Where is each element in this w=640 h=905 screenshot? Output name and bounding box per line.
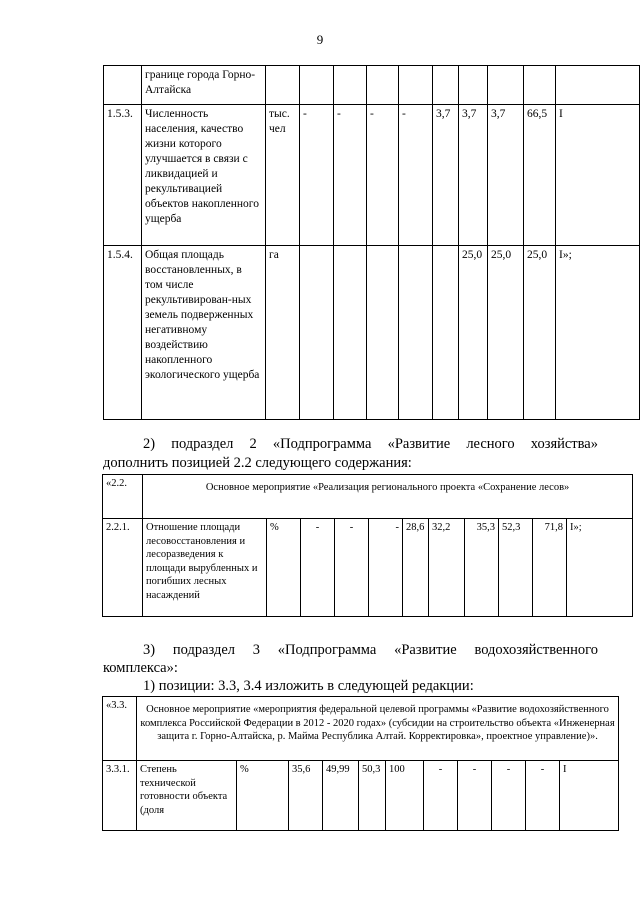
row-num: 3.3.1.: [103, 761, 137, 831]
value-cell: 100: [386, 761, 424, 831]
value-cell: [334, 66, 367, 105]
value-cell: 52,3: [499, 519, 533, 617]
indicator-name: Общая площадь восстановленных, в том числе рекультивирован-ных земель подверженных негативному воздействию накопленного экологического ущерба: [142, 246, 266, 420]
value-cell: -: [399, 105, 433, 246]
value-cell: I: [556, 105, 640, 246]
value-cell: 50,3: [359, 761, 386, 831]
value-cell: [524, 66, 556, 105]
value-cell: 25,0: [459, 246, 488, 420]
indicators-table-3: [102, 696, 619, 831]
value-cell: 28,6: [403, 519, 429, 617]
value-cell: -: [301, 519, 335, 617]
unit: %: [237, 761, 289, 831]
value-cell: 35,6: [289, 761, 323, 831]
table-row: [104, 105, 640, 246]
indicator-name: границе города Горно-Алтайска: [142, 66, 266, 105]
value-cell: -: [300, 105, 334, 246]
value-cell: 49,99: [323, 761, 359, 831]
value-cell: I»;: [567, 519, 633, 617]
value-cell: -: [492, 761, 526, 831]
indicator-name: Численность населения, качество жизни которого улучшается в связи с ликвидацией и рекультивацией объектов накопленного ущерба: [142, 105, 266, 246]
value-cell: -: [424, 761, 458, 831]
value-cell: 66,5: [524, 105, 556, 246]
value-cell: [399, 66, 433, 105]
row-num: 1.5.3.: [104, 105, 142, 246]
value-cell: -: [367, 105, 399, 246]
row-num: [104, 66, 142, 105]
value-cell: -: [335, 519, 369, 617]
value-cell: [300, 66, 334, 105]
value-cell: [433, 246, 459, 420]
value-cell: 25,0: [488, 246, 524, 420]
indicators-table-2: [102, 474, 633, 617]
table-row: [104, 66, 640, 105]
table-row: [103, 475, 633, 519]
value-cell: I: [560, 761, 619, 831]
value-cell: 3,7: [433, 105, 459, 246]
table-row: [103, 761, 619, 831]
value-cell: 32,2: [429, 519, 465, 617]
section-title: Основное мероприятие «мероприятия федеральной целевой программы «Развитие водохозяйственного комплекса Российской Федерации в 2012 - 2020 годах» (субсидии на строительство объекта «Инженерная защита г. Горно-Алтайска, р. Майма Республика Алтай. Корректировка», проектное управление)».: [137, 697, 619, 761]
value-cell: [367, 66, 399, 105]
value-cell: 3,7: [488, 105, 524, 246]
section-num: «3.3.: [103, 697, 137, 761]
value-cell: [334, 246, 367, 420]
section-title: Основное мероприятие «Реализация регионального проекта «Сохранение лесов»: [143, 475, 633, 519]
paragraph-3-line-1: 3) подраздел 3 «Подпрограмма «Развитие водохозяйственного: [143, 642, 598, 658]
value-cell: [556, 66, 640, 105]
value-cell: [459, 66, 488, 105]
unit: %: [267, 519, 301, 617]
value-cell: -: [526, 761, 560, 831]
paragraph-2-line-2: дополнить позицией 2.2 следующего содержания:: [103, 455, 412, 471]
value-cell: [367, 246, 399, 420]
value-cell: -: [458, 761, 492, 831]
value-cell: I»;: [556, 246, 640, 420]
row-num: 2.2.1.: [103, 519, 143, 617]
section-num: «2.2.: [103, 475, 143, 519]
table-row: [104, 246, 640, 420]
value-cell: [300, 246, 334, 420]
value-cell: -: [334, 105, 367, 246]
unit: тыс. чел: [266, 105, 300, 246]
indicator-name: Степень технической готовности объекта (доля: [137, 761, 237, 831]
page-number: 9: [316, 32, 324, 47]
table-row: [103, 519, 633, 617]
value-cell: 3,7: [459, 105, 488, 246]
value-cell: [488, 66, 524, 105]
unit: га: [266, 246, 300, 420]
value-cell: 71,8: [533, 519, 567, 617]
indicator-name: Отношение площади лесовосстановления и лесоразведения к площади вырубленных и погибших лесных насаждений: [143, 519, 267, 617]
value-cell: [433, 66, 459, 105]
unit: [266, 66, 300, 105]
indicators-table-1: [103, 65, 640, 420]
value-cell: [399, 246, 433, 420]
paragraph-3-line-3: 1) позиции: 3.3, 3.4 изложить в следующей редакции:: [143, 678, 474, 694]
value-cell: 35,3: [465, 519, 499, 617]
paragraph-3-line-2: комплекса»:: [103, 660, 178, 676]
value-cell: -: [369, 519, 403, 617]
value-cell: 25,0: [524, 246, 556, 420]
table-row: [103, 697, 619, 761]
row-num: 1.5.4.: [104, 246, 142, 420]
paragraph-2-line-1: 2) подраздел 2 «Подпрограмма «Развитие лесного хозяйства»: [143, 436, 598, 452]
